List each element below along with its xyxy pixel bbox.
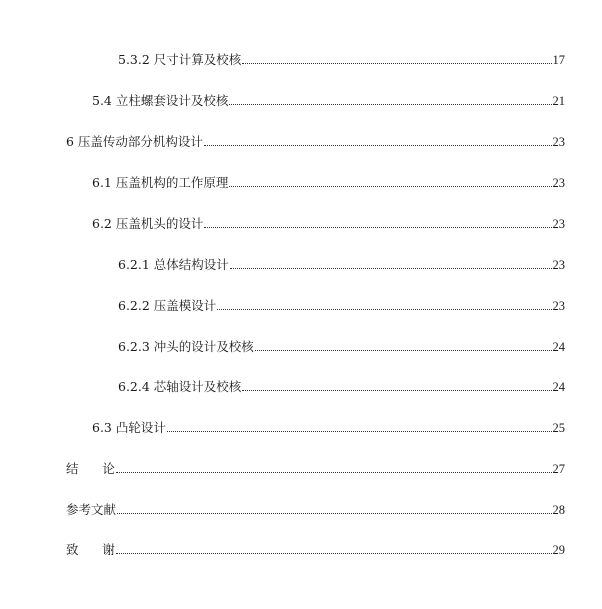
toc-entry-6-2-3[interactable] bbox=[118, 335, 565, 355]
toc-entry-6-2-4[interactable] bbox=[118, 375, 565, 395]
toc-entry-6-2-2[interactable] bbox=[118, 294, 565, 314]
toc-entry-page-number: 23 bbox=[552, 135, 565, 149]
toc-entry-label: 6.2.3 冲头的设计及校核 bbox=[118, 339, 254, 354]
toc-entry-page-number: 29 bbox=[552, 543, 565, 557]
toc-dot-leader bbox=[116, 553, 552, 554]
toc-entry-conclusion[interactable] bbox=[66, 457, 565, 477]
toc-entry-label: 6.2.1 总体结构设计 bbox=[118, 257, 229, 272]
toc-entry-label: 6 压盖传动部分机构设计 bbox=[66, 134, 203, 149]
toc-entry-6-2[interactable] bbox=[92, 212, 565, 232]
toc-entry-acknowledgements[interactable] bbox=[66, 538, 565, 558]
toc-entry-label: 6.1 压盖机构的工作原理 bbox=[92, 175, 229, 190]
toc-dot-leader bbox=[217, 309, 551, 310]
toc-dot-leader bbox=[204, 145, 552, 146]
toc-entry-page-number: 23 bbox=[552, 176, 565, 190]
toc-entry-label: 6.2 压盖机头的设计 bbox=[92, 216, 204, 231]
toc-entry-label: 5.4 立柱螺套设计及校核 bbox=[92, 93, 229, 108]
toc-entry-6-2-1[interactable] bbox=[118, 253, 565, 273]
toc-entry-references[interactable] bbox=[66, 498, 565, 518]
toc-entry-6[interactable] bbox=[66, 130, 565, 150]
toc-dot-leader bbox=[229, 186, 551, 187]
toc-entry-5-3-2[interactable] bbox=[118, 48, 565, 68]
toc-entry-5-4[interactable] bbox=[92, 89, 565, 109]
toc-entry-page-number: 24 bbox=[552, 380, 565, 394]
toc-entry-page-number: 25 bbox=[552, 421, 565, 435]
toc-entry-label: 6.2.2 压盖模设计 bbox=[118, 298, 217, 313]
toc-dot-leader bbox=[167, 431, 552, 432]
toc-entry-page-number: 23 bbox=[552, 258, 565, 272]
toc-entry-page-number: 17 bbox=[552, 53, 565, 67]
toc-entry-label: 6.3 凸轮设计 bbox=[92, 420, 166, 435]
toc-entry-page-number: 21 bbox=[552, 94, 565, 108]
toc-entry-page-number: 27 bbox=[552, 462, 565, 476]
toc-dot-leader bbox=[117, 513, 551, 514]
toc-entry-6-3[interactable] bbox=[92, 416, 565, 436]
toc-dot-leader bbox=[255, 350, 552, 351]
toc-dot-leader bbox=[229, 104, 551, 105]
toc-entry-label: 致 谢 bbox=[66, 542, 115, 557]
toc-entry-6-1[interactable] bbox=[92, 171, 565, 191]
toc-entry-label: 5.3.2 尺寸计算及校核 bbox=[118, 52, 242, 67]
toc-entry-page-number: 24 bbox=[552, 340, 565, 354]
toc-entry-page-number: 23 bbox=[552, 299, 565, 313]
toc-entry-page-number: 23 bbox=[552, 217, 565, 231]
toc-dot-leader bbox=[242, 390, 551, 391]
toc-entry-label: 参考文献 bbox=[66, 502, 117, 517]
toc-dot-leader bbox=[116, 472, 552, 473]
toc-dot-leader bbox=[242, 63, 551, 64]
toc-dot-leader bbox=[230, 268, 552, 269]
toc-entry-page-number: 28 bbox=[552, 503, 565, 517]
toc-dot-leader bbox=[204, 227, 551, 228]
toc-entry-label: 6.2.4 芯轴设计及校核 bbox=[118, 379, 242, 394]
toc-entry-label: 结 论 bbox=[66, 461, 115, 476]
